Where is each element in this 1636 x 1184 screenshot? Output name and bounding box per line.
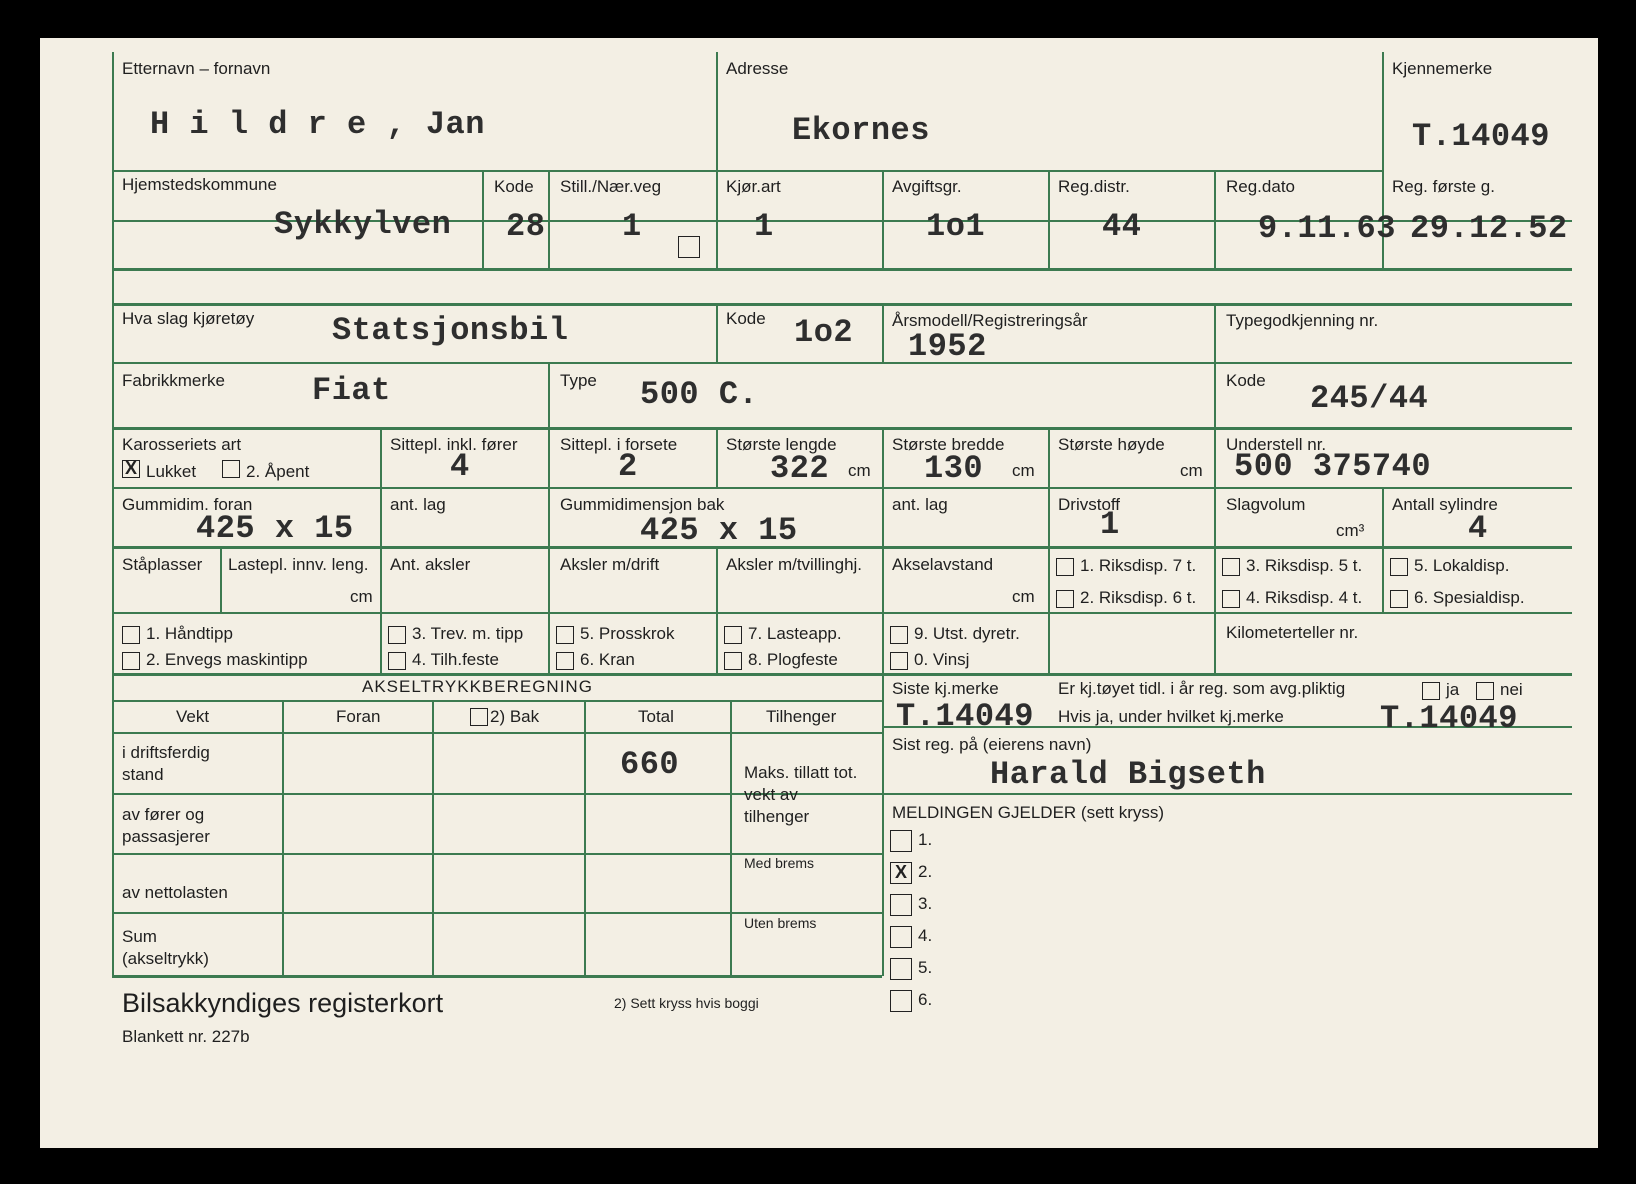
reg-plate-label: Kjennemerke xyxy=(1392,59,1493,78)
num-axles-label: Ant. aksler xyxy=(390,555,471,574)
width-label: Største bredde xyxy=(892,435,1005,454)
reg-district-value: 44 xyxy=(1102,208,1142,245)
axle-calc-title: AKSELTRYKKBEREGNING xyxy=(362,677,593,696)
equip-4-label: 4. Tilh.feste xyxy=(412,650,499,669)
rule xyxy=(548,362,550,674)
prev-reg-no-checkbox[interactable] xyxy=(1476,682,1494,700)
body-type-label: Karosseriets art xyxy=(122,435,242,454)
col-total: Total xyxy=(638,707,674,726)
notice-3-checkbox[interactable] xyxy=(890,894,912,916)
fee-group-value: 1o1 xyxy=(926,208,986,245)
col-trailer: Tilhenger xyxy=(766,707,837,726)
riksdisp-1-checkbox[interactable] xyxy=(1056,558,1074,576)
fee-group-label: Avgiftsgr. xyxy=(892,177,962,196)
body-closed-label: Lukket xyxy=(146,462,197,481)
riksdisp-4-label: 4. Riksdisp. 4 t. xyxy=(1246,588,1363,607)
riksdisp-2-label: 2. Riksdisp. 6 t. xyxy=(1080,588,1197,607)
riksdisp-1-label: 1. Riksdisp. 7 t. xyxy=(1080,556,1197,575)
equip-2-label: 2. Envegs maskintipp xyxy=(146,650,308,669)
equip-0-checkbox[interactable] xyxy=(890,652,908,670)
rule xyxy=(112,170,1384,172)
equip-8-checkbox[interactable] xyxy=(724,652,742,670)
equip-4-checkbox[interactable] xyxy=(388,652,406,670)
prev-reg-question: Er kj.tøyet tidl. i år reg. som avg.pliktig xyxy=(1058,679,1346,698)
rule xyxy=(882,793,1572,795)
rule xyxy=(548,170,550,270)
equip-3-label: 3. Trev. m. tipp xyxy=(412,624,524,643)
reg-district-label: Reg.distr. xyxy=(1058,177,1130,196)
body-closed-checkbox[interactable]: X xyxy=(122,460,140,478)
name-label: Etternavn – fornavn xyxy=(122,59,271,78)
name-value: H i l d r e , Jan xyxy=(150,106,485,143)
prev-reg-yes-checkbox[interactable] xyxy=(1422,682,1440,700)
spesialdisp-checkbox[interactable] xyxy=(1390,590,1408,608)
cargo-length-unit: cm xyxy=(350,587,373,606)
rule xyxy=(380,427,382,674)
type-value: 500 C. xyxy=(640,376,759,413)
lokaldisp-label: 5. Lokaldisp. xyxy=(1414,556,1510,575)
vehicle-kind-value: Statsjonsbil xyxy=(332,312,569,349)
which-plate-value: T.14049 xyxy=(1380,700,1518,737)
equip-3-checkbox[interactable] xyxy=(388,626,406,644)
rule xyxy=(282,700,284,976)
rule xyxy=(112,427,1572,430)
equip-8-label: 8. Plogfeste xyxy=(748,650,838,669)
front-seats-value: 2 xyxy=(618,448,638,485)
register-card xyxy=(40,38,1598,1148)
seats-label: Sittepl. inkl. fører xyxy=(390,435,518,454)
equip-2-checkbox[interactable] xyxy=(122,652,140,670)
rule xyxy=(730,700,732,976)
rule xyxy=(112,912,882,914)
rule xyxy=(220,546,222,613)
riksdisp-2-checkbox[interactable] xyxy=(1056,590,1074,608)
bogie-note: 2) Sett kryss hvis boggi xyxy=(614,995,759,1011)
equip-9-checkbox[interactable] xyxy=(890,626,908,644)
length-unit: cm xyxy=(848,461,871,480)
rule xyxy=(112,975,882,978)
type-code-value: 245/44 xyxy=(1310,380,1429,417)
rule xyxy=(1214,170,1216,270)
operational-total: 660 xyxy=(620,746,680,783)
driven-axles-label: Aksler m/drift xyxy=(560,555,660,574)
last-owner-label: Sist reg. på (eierens navn) xyxy=(892,735,1092,754)
vehicle-kind-label: Hva slag kjøretøy xyxy=(122,309,255,328)
drive-type-value: 1 xyxy=(754,208,774,245)
rule xyxy=(882,427,884,487)
cargo-length-label: Lastepl. innv. leng. xyxy=(228,555,369,574)
twin-axles-label: Aksler m/tvillinghj. xyxy=(726,555,863,574)
type-approval-label: Typegodkjenning nr. xyxy=(1226,311,1379,330)
bogie-checkbox[interactable] xyxy=(470,708,488,726)
cylinders-label: Antall sylindre xyxy=(1392,495,1498,514)
length-label: Største lengde xyxy=(726,435,837,454)
position-value: 1 xyxy=(622,208,642,245)
notice-4-label: 4. xyxy=(918,926,933,945)
rule xyxy=(882,674,884,976)
rule xyxy=(716,427,718,487)
width-unit: cm xyxy=(1012,461,1035,480)
row-net-load: av nettolasten xyxy=(122,883,228,902)
last-owner-value: Harald Bigseth xyxy=(990,756,1266,793)
municipality-label: Hjemstedskommune xyxy=(122,175,277,194)
wheelbase-unit: cm xyxy=(1012,587,1035,606)
rule xyxy=(716,170,718,270)
notice-label: MELDINGEN GJELDER (sett kryss) xyxy=(892,803,1165,822)
with-brakes-label: Med brems xyxy=(744,855,815,871)
rule xyxy=(882,487,884,674)
equip-5-checkbox[interactable] xyxy=(556,626,574,644)
position-checkbox[interactable] xyxy=(678,236,700,258)
address-value: Ekornes xyxy=(792,112,930,149)
row-operational: i driftsferdig stand xyxy=(122,743,210,785)
notice-2-label: 2. xyxy=(918,862,933,881)
card-title: Bilsakkyndiges registerkort xyxy=(122,988,444,1018)
rule xyxy=(482,170,484,270)
municipality-value: Sykkylven xyxy=(274,206,452,243)
equip-7-checkbox[interactable] xyxy=(724,626,742,644)
rule xyxy=(716,303,718,363)
spesialdisp-label: 6. Spesialdisp. xyxy=(1414,588,1525,607)
rule xyxy=(432,700,434,976)
chassis-label: Understell nr. xyxy=(1226,435,1327,454)
front-tire-label: Gummidim. foran xyxy=(122,495,253,514)
rule xyxy=(112,362,1572,364)
rear-tire-value: 425 x 15 xyxy=(640,512,798,549)
front-layers-label: ant. lag xyxy=(390,495,446,514)
notice-1-label: 1. xyxy=(918,830,933,849)
prev-reg-no-label: nei xyxy=(1500,680,1523,699)
equip-9-label: 9. Utst. dyretr. xyxy=(914,624,1020,643)
first-reg-value: 29.12.52 xyxy=(1410,210,1568,247)
rule xyxy=(1382,487,1384,613)
body-open-label: 2. Åpent xyxy=(246,462,310,481)
code-value: 28 xyxy=(506,208,546,245)
col-front: Foran xyxy=(336,707,381,726)
displacement-label: Slagvolum xyxy=(1226,495,1306,514)
rule xyxy=(112,487,1572,489)
drive-type-label: Kjør.art xyxy=(726,177,781,196)
rear-tire-label: Gummidimensjon bak xyxy=(560,495,725,514)
width-value: 130 xyxy=(924,450,984,487)
rule xyxy=(112,673,1572,676)
code-label: Kode xyxy=(494,177,534,196)
equip-0-label: 0. Vinsj xyxy=(914,650,970,669)
row-driver: av fører og passasjerer xyxy=(122,805,210,847)
equip-6-checkbox[interactable] xyxy=(556,652,574,670)
fuel-value: 1 xyxy=(1100,506,1120,543)
first-reg-label: Reg. første g. xyxy=(1392,177,1495,196)
length-value: 322 xyxy=(770,450,830,487)
equip-1-checkbox[interactable] xyxy=(122,626,140,644)
rule xyxy=(584,700,586,976)
rule xyxy=(112,52,114,976)
model-year-label: Årsmodell/Registreringsår xyxy=(892,311,1088,330)
last-plate-value: T.14049 xyxy=(896,698,1034,735)
equip-6-label: 6. Kran xyxy=(580,650,635,669)
height-label: Største høyde xyxy=(1058,435,1165,454)
rule xyxy=(112,268,1572,271)
notice-5-checkbox[interactable] xyxy=(890,958,912,980)
rule xyxy=(882,170,884,270)
type-label: Type xyxy=(560,371,597,390)
riksdisp-3-label: 3. Riksdisp. 5 t. xyxy=(1246,556,1363,575)
prev-reg-yes-label: ja xyxy=(1446,680,1460,699)
notice-3-label: 3. xyxy=(918,894,933,913)
model-year-value: 1952 xyxy=(908,328,987,365)
rule xyxy=(112,732,882,734)
rear-layers-label: ant. lag xyxy=(892,495,948,514)
trailer-max-label: Maks. tillatt tot. vekt av tilhenger xyxy=(744,763,858,827)
equip-1-label: 1. Håndtipp xyxy=(146,624,233,643)
riksdisp-3-checkbox[interactable] xyxy=(1222,558,1240,576)
standing-label: Ståplasser xyxy=(122,555,203,574)
rule xyxy=(1048,427,1050,674)
make-label: Fabrikkmerke xyxy=(122,371,225,390)
reg-date-label: Reg.dato xyxy=(1226,177,1295,196)
which-plate-question: Hvis ja, under hvilket kj.merke xyxy=(1058,707,1284,726)
make-value: Fiat xyxy=(312,372,391,409)
reg-date-value: 9.11.63 xyxy=(1258,210,1396,247)
without-brakes-label: Uten brems xyxy=(744,915,817,931)
lokaldisp-checkbox[interactable] xyxy=(1390,558,1408,576)
notice-5-label: 5. xyxy=(918,958,933,977)
front-seats-label: Sittepl. i forsete xyxy=(560,435,678,454)
notice-6-label: 6. xyxy=(918,990,933,1009)
displacement-unit: cm³ xyxy=(1336,521,1365,540)
odometer-label: Kilometerteller nr. xyxy=(1226,623,1359,642)
rule xyxy=(112,303,1572,306)
front-tire-value: 425 x 15 xyxy=(196,510,354,547)
form-number: Blankett nr. 227b xyxy=(122,1027,250,1046)
equip-7-label: 7. Lasteapp. xyxy=(748,624,842,643)
notice-1-checkbox[interactable] xyxy=(890,830,912,852)
type-code-label: Kode xyxy=(1226,371,1266,390)
col-weight: Vekt xyxy=(176,707,210,726)
col-rear: 2) Bak xyxy=(490,707,540,726)
rule xyxy=(112,700,882,702)
seats-value: 4 xyxy=(450,448,470,485)
wheelbase-label: Akselavstand xyxy=(892,555,994,574)
riksdisp-4-checkbox[interactable] xyxy=(1222,590,1240,608)
rule xyxy=(882,303,884,363)
position-label: Still./Nær.veg xyxy=(560,177,662,196)
last-plate-label: Siste kj.merke xyxy=(892,679,999,698)
address-label: Adresse xyxy=(726,59,789,78)
rule xyxy=(1214,303,1216,673)
notice-4-checkbox[interactable] xyxy=(890,926,912,948)
body-open-checkbox[interactable] xyxy=(222,460,240,478)
rule xyxy=(112,612,1572,614)
reg-plate-value: T.14049 xyxy=(1412,118,1550,155)
notice-6-checkbox[interactable] xyxy=(890,990,912,1012)
rule xyxy=(1048,170,1050,270)
chassis-value: 500 375740 xyxy=(1234,448,1432,485)
vehicle-kind-code-value: 1o2 xyxy=(794,314,854,351)
cylinders-value: 4 xyxy=(1468,510,1488,547)
equip-5-label: 5. Prosskrok xyxy=(580,624,675,643)
fuel-label: Drivstoff xyxy=(1058,495,1121,514)
rule xyxy=(716,546,718,674)
vehicle-kind-code-label: Kode xyxy=(726,309,766,328)
notice-2-checkbox[interactable]: X xyxy=(890,862,912,884)
height-unit: cm xyxy=(1180,461,1203,480)
row-sum: Sum (akseltrykk) xyxy=(122,927,209,969)
